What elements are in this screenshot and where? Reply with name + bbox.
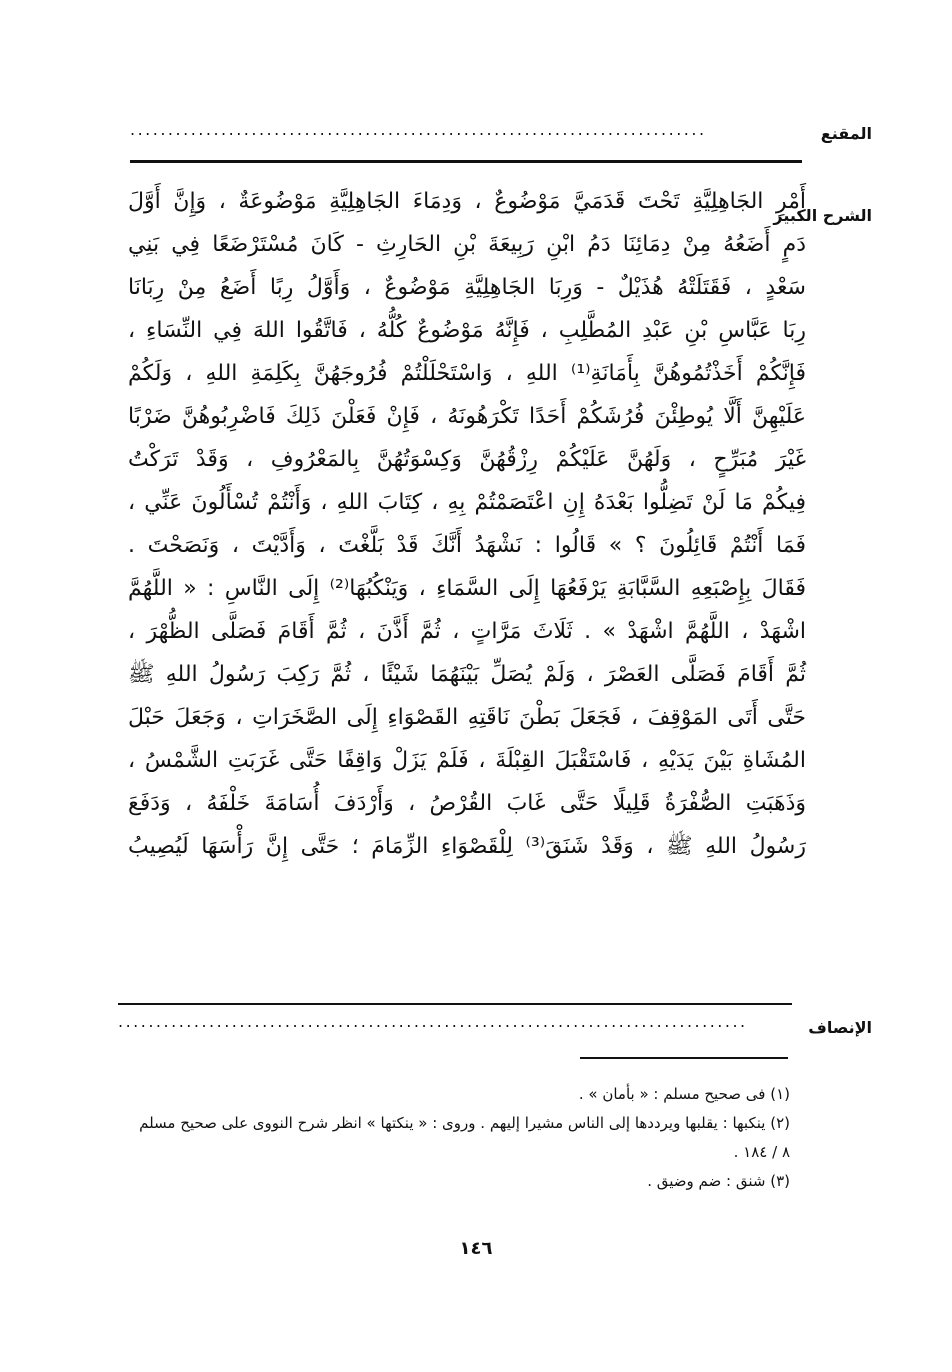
text-line: غَيْرَ مُبَرِّحٍ ، وَلَهُنَّ عَلَيْكُمْ رِزْقُهُنَّ وَكِسْوَتُهُنَّ بِالمَعْرُوفِ ، وَقَدْ تَرَكْتُ [128,447,806,472]
commentary-side-label: الشرح الكبير [773,206,872,225]
text-line: فَقَالَ بِإِصْبَعِهِ السَّبَّابَةِ يَرْفَعُهَا إِلَى السَّمَاءِ ، وَيَنْكُبُهَا⁽²⁾ إِلَى النَّاسِ : « اللَّهُمَّ [128,576,806,601]
footnote: (١) فى صحيح مسلم : « بأمان » . [578,1085,790,1103]
text-line: رِبَا عَبَّاسِ بْنِ عَبْدِ المُطَّلِبِ ، فَإِنَّهُ مَوْضُوعٌ كُلُّهُ ، فَاتَّقُوا اللهَ فِي النِّسَاءِ ، [128,318,806,343]
text-line: فِيكُمْ مَا لَنْ تَضِلُّوا بَعْدَهُ إِنِ اعْتَصَمْتُمْ بِهِ ، كِتَابَ اللهِ ، وَأَنْتُمْ تُسْأَلُونَ عَنِّي ، [128,490,806,515]
text-line: رَسُولُ اللهِ ﷺ ، وَقَدْ شَنَقَ⁽³⁾ لِلْقَصْوَاءِ الزِّمَامَ ؛ حَتَّى إِنَّ رَأْسَهَا لَيُصِيبُ [128,834,806,859]
text-line: ثُمَّ أَقَامَ فَصَلَّى العَصْرَ ، وَلَمْ يُصَلِّ بَيْنَهُمَا شَيْئًا ، ثُمَّ رَكِبَ رَسُولُ اللهِ ﷺ [128,662,806,687]
text-line: فَإِنَّكُمْ أَخَذْتُمُوهُنَّ بِأَمَانَةِ⁽¹⁾ اللهِ ، وَاسْتَحْلَلْتُمْ فُرُوجَهُنَّ بِكَلِمَةِ اللهِ ، وَلَكُمْ [128,361,806,386]
header-rule [130,160,802,163]
footnote-separator-rule [580,1057,788,1059]
footnote: (٢) ينكبها : يقلبها ويرددها إلى الناس مشيرا إليهم . وروى : « ينكتها » انظر شرح النووى على صحيح مسلم [139,1114,790,1132]
footnote: (٣) شنق : ضم وضيق . [647,1172,790,1190]
page-number: ١٤٦ [459,1238,493,1259]
insaf-separator-rule [118,1003,792,1005]
insaf-dotted-line: ................................................................................... [118,1012,748,1031]
insaf-label: الإنصاف [808,1018,872,1037]
footnote-continuation: ٨ / ١٨٤ . [733,1143,790,1161]
header-dotted-line: ............................................................................ [130,120,707,139]
text-line: اشْهَدْ ، اللَّهُمَّ اشْهَدْ » . ثَلَاثَ مَرَّاتٍ ، ثُمَّ أَذَّنَ ، ثُمَّ أَقَامَ فَصَلَّى الظُّهْرَ ، [128,619,806,644]
text-line: أَمْرِ الجَاهِلِيَّةِ تَحْتَ قَدَمَيَّ مَوْضُوعٌ ، وَدِمَاءَ الجَاهِلِيَّةِ مَوْضُوعَةٌ ، وَإِنَّ أَوَّلَ [128,189,806,214]
main-text-block [128,180,806,868]
text-line: حَتَّى أَتَى المَوْقِفَ ، فَجَعَلَ بَطْنَ نَاقَتِهِ القَصْوَاءِ إِلَى الصَّخَرَاتِ ، وَجَعَلَ حَبْلَ [128,705,806,730]
text-line: المُشَاةِ بَيْنَ يَدَيْهِ ، فَاسْتَقْبَلَ القِبْلَةَ ، فَلَمْ يَزَلْ وَاقِفًا حَتَّى غَرَبَتِ الشَّمْسُ ، [128,748,806,773]
text-line: وَذَهَبَتِ الصُّفْرَةُ قَلِيلًا حَتَّى غَابَ القُرْصُ ، وَأَرْدَفَ أُسَامَةَ خَلْفَهُ ، وَدَفَعَ [128,791,806,816]
book-title-label: المقنع [820,124,872,143]
text-line: سَعْدٍ ، فَقَتَلَتْهُ هُذَيْلٌ - وَرِبَا الجَاهِلِيَّةِ مَوْضُوعٌ ، وَأَوَّلُ رِبًا أَضَعُ مِنْ رِبَانَا [128,275,806,300]
text-line: فَمَا أَنْتُمْ قَائِلُونَ ؟ » قَالُوا : نَشْهَدُ أَنَّكَ قَدْ بَلَّغْتَ ، وَأَدَّيْتَ ، وَنَصَحْتَ . [128,533,806,558]
text-line: دَمٍ أَضَعُهُ مِنْ دِمَائِنَا دَمُ ابْنِ رَبِيعَةَ بْنِ الحَارِثِ - كَانَ مُسْتَرْضَعًا فِي بَنِي [128,232,806,257]
text-line: عَلَيْهِنَّ أَلَّا يُوطِئْنَ فُرُشَكُمْ أَحَدًا تَكْرَهُونَهُ ، فَإِنْ فَعَلْنَ ذَلِكَ فَاضْرِبُوهُنَّ ضَرْبًا [128,404,806,429]
footnotes [110,1080,790,1196]
